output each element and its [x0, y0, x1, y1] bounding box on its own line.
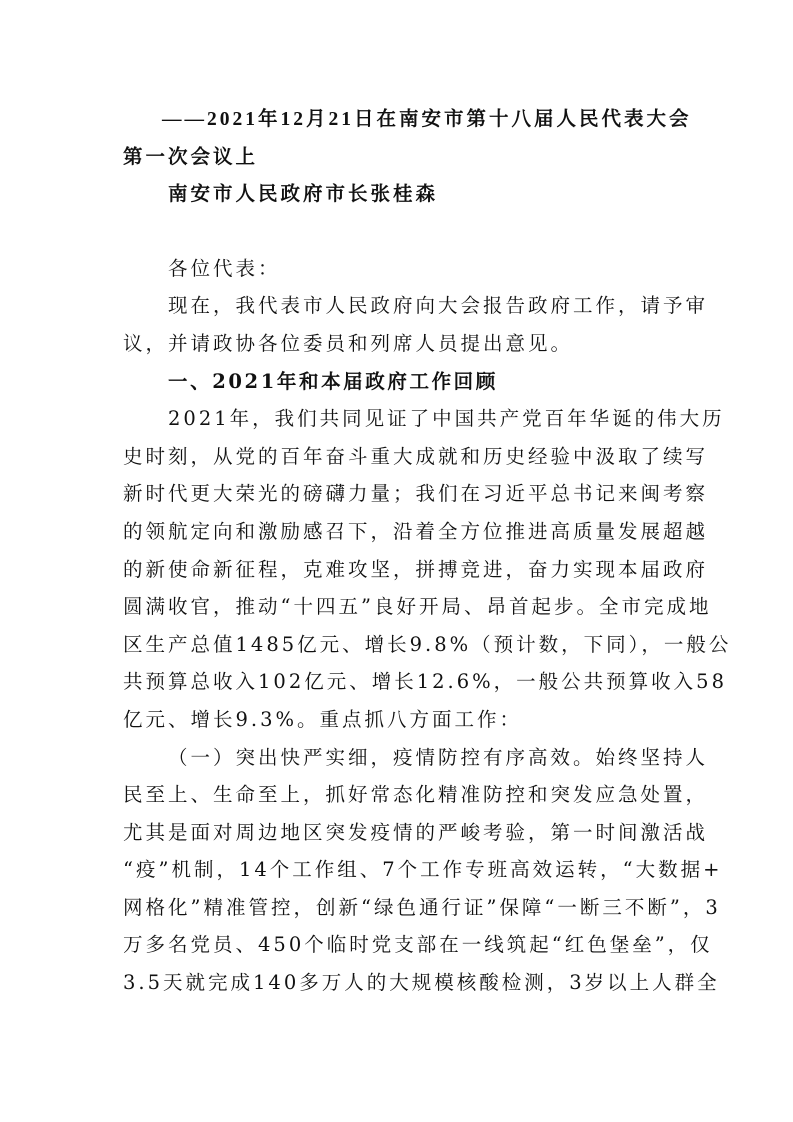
paragraph-line: （一）突出快严实细，疫情防控有序高效。始终坚持人 — [168, 745, 709, 769]
paragraph-line: 网格化”精准管控，创新“绿色通行证”保障“一断三不断”，3 — [123, 895, 721, 919]
intro-line-2: 议，并请政协各位委员和列席人员提出意见。 — [123, 331, 574, 355]
paragraph-line: 区生产总值1485亿元、增长9.8%（预计数，下同），一般公 — [123, 632, 732, 656]
paragraph-review — [123, 400, 732, 738]
salutation: 各位代表： — [168, 256, 281, 280]
paragraph-line: 共预算总收入102亿元、增长12.6%，一般公共预算收入58 — [123, 670, 727, 694]
paragraph-line: “疫”机制，14个工作组、7个工作专班高效运转，“大数据+ — [123, 858, 723, 882]
paragraph-line: 民至上、生命至上，抓好常态化精准防控和突发应急处置， — [123, 783, 709, 807]
paragraph-line: 亿元、增长9.3%。重点抓八方面工作： — [123, 707, 523, 731]
paragraph-line: 3.5天就完成140多万人的大规模核酸检测，3岁以上人群全 — [123, 971, 720, 995]
document-page — [123, 101, 732, 1002]
section-heading: 一、2021年和本届政府工作回顾 — [168, 369, 498, 393]
report-subtitle-line-2: 第一次会议上 — [123, 146, 259, 168]
paragraph-line: 史时刻，从党的百年奋斗重大成就和历史经验中汲取了续写 — [123, 444, 709, 468]
paragraph-line: 万多名党员、450个临时党支部在一线筑起“红色堡垒”，仅 — [123, 933, 713, 957]
paragraph-line: 的新使命新征程，克难攻坚，拼搏竞进，奋力实现本届政府 — [123, 557, 709, 581]
intro-line-1: 现在，我代表市人民政府向大会报告政府工作，请予审 — [168, 294, 709, 318]
spacer — [123, 214, 675, 250]
paragraph-epidemic-control — [123, 739, 723, 1002]
report-subtitle-line-1: ——2021年12月21日在南安市第十八届人民代表大会 — [162, 109, 692, 130]
paragraph-line: 新时代更大荣光的磅礴力量；我们在习近平总书记来闽考察 — [123, 482, 709, 506]
speaker-name: 南安市人民政府市长张桂森 — [168, 184, 439, 206]
paragraph-line: 2021年，我们共同见证了中国共产党百年华诞的伟大历 — [168, 407, 725, 431]
paragraph-line: 的领航定向和激励感召下，沿着全方位推进高质量发展超越 — [123, 519, 709, 543]
paragraph-line: 圆满收官，推动“十四五”良好开局、昂首起步。全市完成地 — [123, 595, 712, 619]
paragraph-line: 尤其是面对周边地区突发疫情的严峻考验，第一时间激活战 — [123, 820, 709, 844]
